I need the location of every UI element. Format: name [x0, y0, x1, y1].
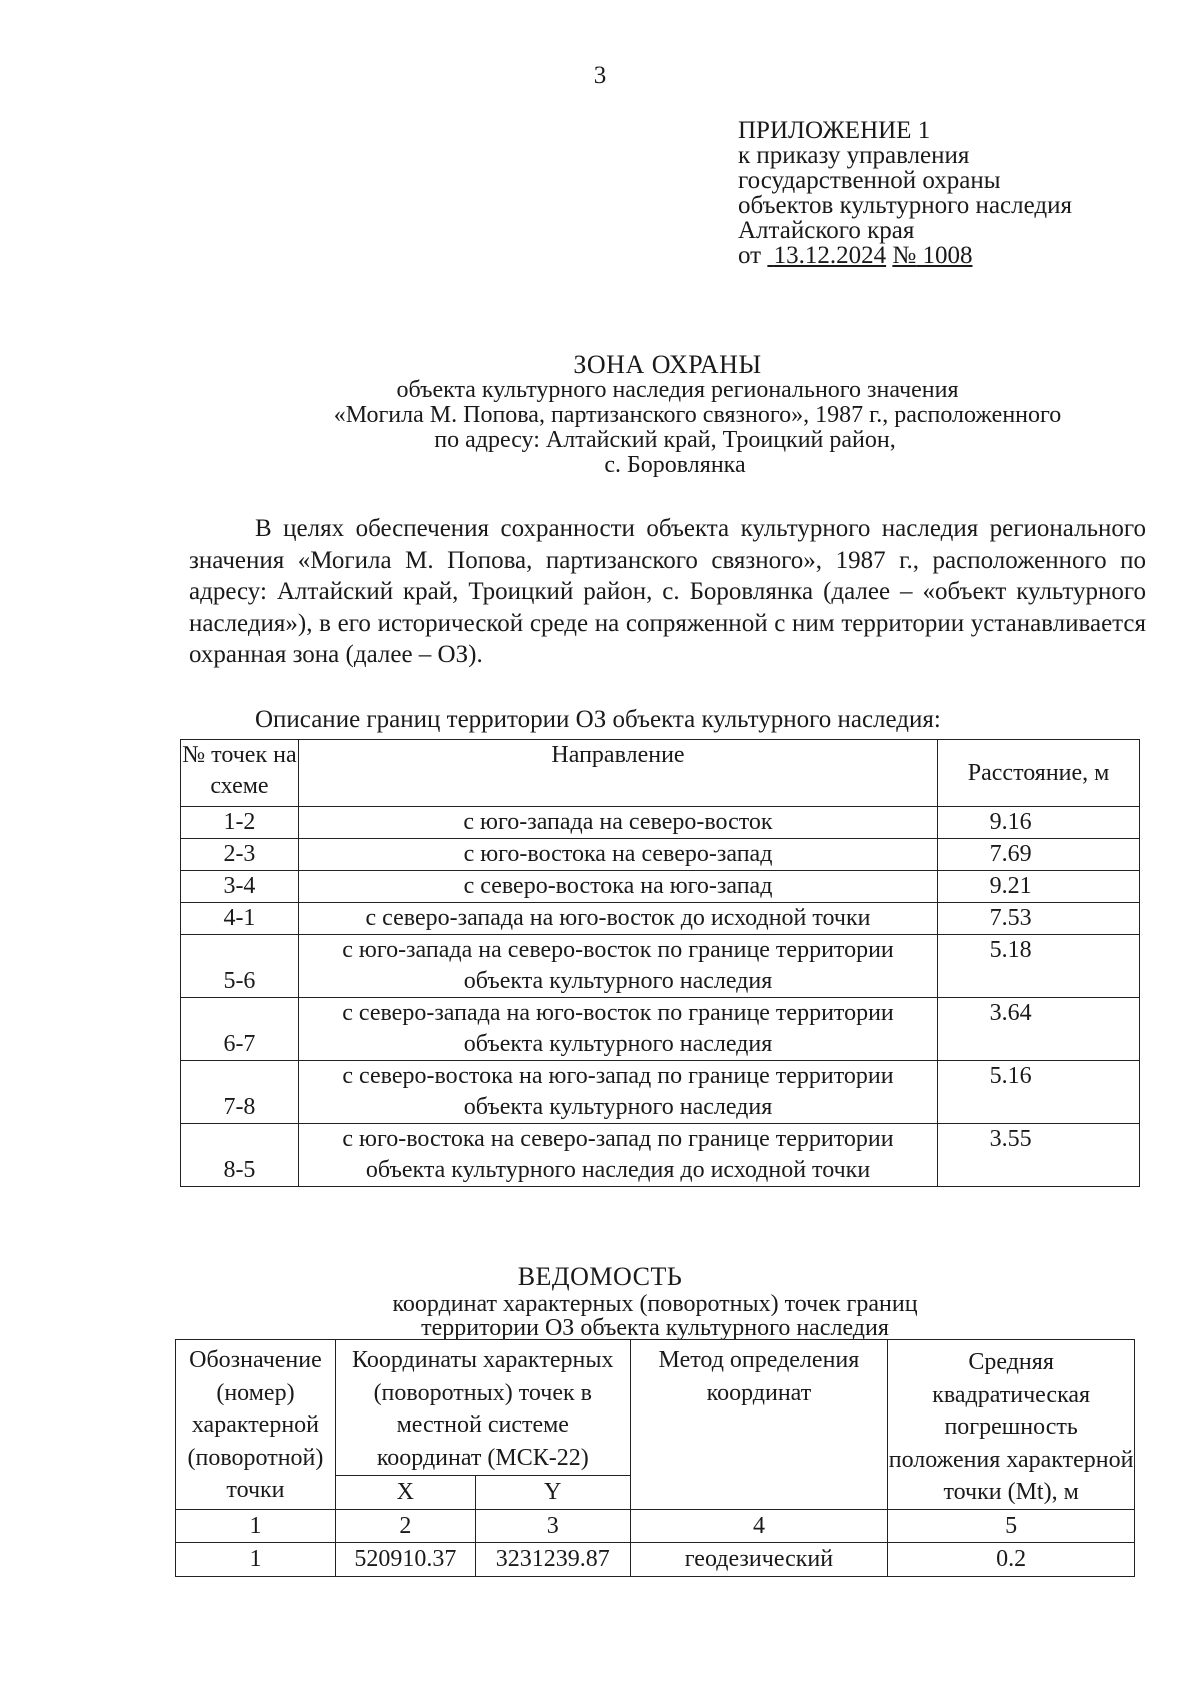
zone-title: ЗОНА ОХРАНЫ: [573, 350, 762, 379]
appendix-line: государственной охраны: [738, 167, 1001, 194]
cell-distance: 9.16: [938, 807, 1140, 839]
header-points: № точек на схеме: [181, 740, 299, 807]
cell-direction: с северо-востока на юго-запад по границе территории объекта культурного наследия: [298, 1061, 937, 1124]
table-header-row: [181, 740, 1140, 807]
cell-distance: 3.55: [938, 1124, 1140, 1187]
cell-points: 6-7: [181, 998, 299, 1061]
header-distance: Расстояние, м: [938, 740, 1140, 807]
zone-subtitle-line: с. Боровлянка: [604, 452, 746, 478]
coordinates-table: [175, 1339, 1135, 1577]
order-number: № 1008: [892, 242, 973, 269]
cell-distance: 3.64: [938, 998, 1140, 1061]
header-y: Y: [475, 1475, 630, 1509]
table-row: [181, 871, 1140, 903]
zone-subtitle: [0, 378, 1200, 478]
cell-distance: 9.21: [938, 871, 1140, 903]
cell-direction: с северо-запада на юго-восток до исходной точки: [298, 903, 937, 935]
cell-distance: 7.69: [938, 839, 1140, 871]
cell-y: 3231239.87: [475, 1543, 630, 1577]
cell-points: 3-4: [181, 871, 299, 903]
header-x: X: [335, 1475, 475, 1509]
appendix-header: [738, 118, 1072, 268]
cell-points: 8-5: [181, 1124, 299, 1187]
date-prefix: от: [738, 242, 762, 269]
appendix-line: Алтайского края: [738, 217, 915, 244]
table-row: [181, 1124, 1140, 1187]
column-number-row: [176, 1509, 1135, 1543]
appendix-title: ПРИЛОЖЕНИЕ 1: [738, 117, 931, 144]
cell-points: 5-6: [181, 935, 299, 998]
cell-direction: с юго-запада на северо-восток: [298, 807, 937, 839]
vedomost-subtitle: [0, 1292, 1200, 1340]
table-row: [181, 839, 1140, 871]
cell-direction: с северо-востока на юго-запад: [298, 871, 937, 903]
intro-paragraph: В целях обеспечения сохранности объекта культурного наследия регионального значения «Могила М. Попова, партизанского связного», 1987 г., расположенного по адресу: Алтайский край, Троицкий район, с. Боровлянка (далее – «объект культурного наследия»), в его исторической среде на сопряженной с ним территории устанавливается охранная зона (далее – ОЗ).: [189, 515, 1146, 668]
cell-distance: 5.18: [938, 935, 1140, 998]
vedomost-title: ВЕДОМОСТЬ: [517, 1262, 683, 1291]
cell-points: 7-8: [181, 1061, 299, 1124]
cell-distance: 7.53: [938, 903, 1140, 935]
cell-error: 0.2: [888, 1543, 1135, 1577]
cell-points: 1-2: [181, 807, 299, 839]
table-row: [181, 1061, 1140, 1124]
vedomost-subtitle-line: территории ОЗ объекта культурного наследия: [421, 1315, 889, 1341]
column-number: 2: [335, 1509, 475, 1543]
table-row: [181, 807, 1140, 839]
cell-x: 520910.37: [335, 1543, 475, 1577]
cell-direction: с юго-востока на северо-запад: [298, 839, 937, 871]
header-error: Средняя квадратическая погрешность положения характерной точки (Mt), м: [888, 1340, 1135, 1510]
table-row: [181, 998, 1140, 1061]
table-header-row: [176, 1340, 1135, 1476]
cell-points: 2-3: [181, 839, 299, 871]
appendix-line: к приказу управления: [738, 142, 970, 169]
cell-method: геодезический: [630, 1543, 888, 1577]
boundary-table-caption: Описание границ территории ОЗ объекта культурного наследия:: [255, 706, 941, 733]
order-date-line: [738, 243, 1072, 268]
boundary-table: [180, 739, 1140, 1187]
header-coordinates: Координаты характерных (поворотных) точек в местной системе координат (МСК-22): [335, 1340, 630, 1476]
zone-subtitle-line: «Могила М. Попова, партизанского связного», 1987 г., расположенного: [333, 402, 1062, 428]
table-row: [181, 935, 1140, 998]
column-number: 5: [888, 1509, 1135, 1543]
cell-distance: 5.16: [938, 1061, 1140, 1124]
order-date: 13.12.2024: [773, 242, 887, 269]
cell-direction: с юго-востока на северо-запад по границе территории объекта культурного наследия до исходной точки: [298, 1124, 937, 1187]
page-number: 3: [593, 62, 607, 89]
cell-points: 4-1: [181, 903, 299, 935]
appendix-line: объектов культурного наследия: [738, 192, 1072, 219]
table-row: [176, 1543, 1135, 1577]
zone-subtitle-line: по адресу: Алтайский край, Троицкий район,: [434, 427, 896, 453]
cell-point: 1: [176, 1543, 336, 1577]
header-designation: Обозначение (номер) характерной (поворотной) точки: [176, 1340, 336, 1510]
column-number: 4: [630, 1509, 888, 1543]
header-direction: Направление: [298, 740, 937, 807]
column-number: 1: [176, 1509, 336, 1543]
zone-subtitle-line: объекта культурного наследия регионального значения: [396, 377, 959, 403]
cell-direction: с северо-запада на юго-восток по границе территории объекта культурного наследия: [298, 998, 937, 1061]
table-row: [181, 903, 1140, 935]
header-method: Метод определения координат: [630, 1340, 888, 1510]
vedomost-subtitle-line: координат характерных (поворотных) точек границ: [392, 1291, 918, 1317]
column-number: 3: [475, 1509, 630, 1543]
cell-direction: с юго-запада на северо-восток по границе территории объекта культурного наследия: [298, 935, 937, 998]
